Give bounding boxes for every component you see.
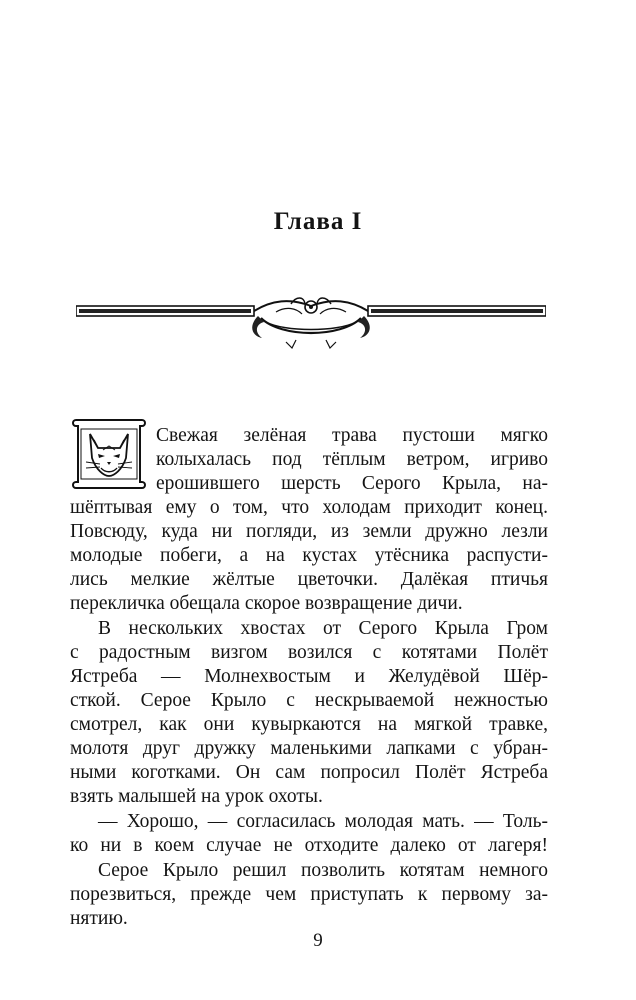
text-line: молодые побеги, а на кустах утёсника распусти- [70,545,548,566]
text-line: сткой. Серое Крыло с нескрываемой нежностью [70,690,548,711]
text-line: ными коготками. Он сам попросил Полёт Ястреба [70,762,548,783]
text-line: смотрел, как они кувыркаются на мягкой травке, [70,714,548,735]
text-line: молотя друг дружку маленькими лапками с убран- [70,738,548,759]
text-line: лись мелкие жёлтые цветочки. Далёкая птичья [70,569,548,590]
chapter-title: Глава I [273,208,363,235]
text-line: порезвиться, прежде чем приступать к первому за- [70,884,548,905]
text-line: ко ни в коем случае не отходите далеко от лагеря! [70,835,548,856]
text-line: В нескольких хвостах от Серого Крыла Гром [98,618,548,639]
text-line: колыхалась под тёплым ветром, игриво [156,449,548,470]
text-line: Ястреба — Молнехвостым и Желудёвой Шёр- [70,666,548,687]
text-line: перекличка обещала скорое возвращение дичи. [70,593,463,614]
page-number: 9 [313,930,323,951]
text-line: нятию. [70,908,128,929]
text-line: Свежая зелёная трава пустоши мягко [156,425,548,446]
text-line: Повсюду, куда ни погляди, из земли дружно лезли [70,521,548,542]
chapter-ornament-divider [76,292,546,350]
text-line: ерошившего шерсть Серого Крыла, на- [156,473,548,494]
text-line: шёптывая ему о том, что холодам приходит конец. [70,497,548,518]
drop-cap-cat-illustration [70,418,148,490]
text-line: — Хорошо, — согласилась молодая мать. — Толь- [98,811,548,832]
text-line: взять малышей на урок охоты. [70,786,323,807]
text-line: Серое Крыло решил позволить котятам немного [98,860,548,881]
text-line: с радостным визгом возился с котятами Полёт [70,642,548,663]
